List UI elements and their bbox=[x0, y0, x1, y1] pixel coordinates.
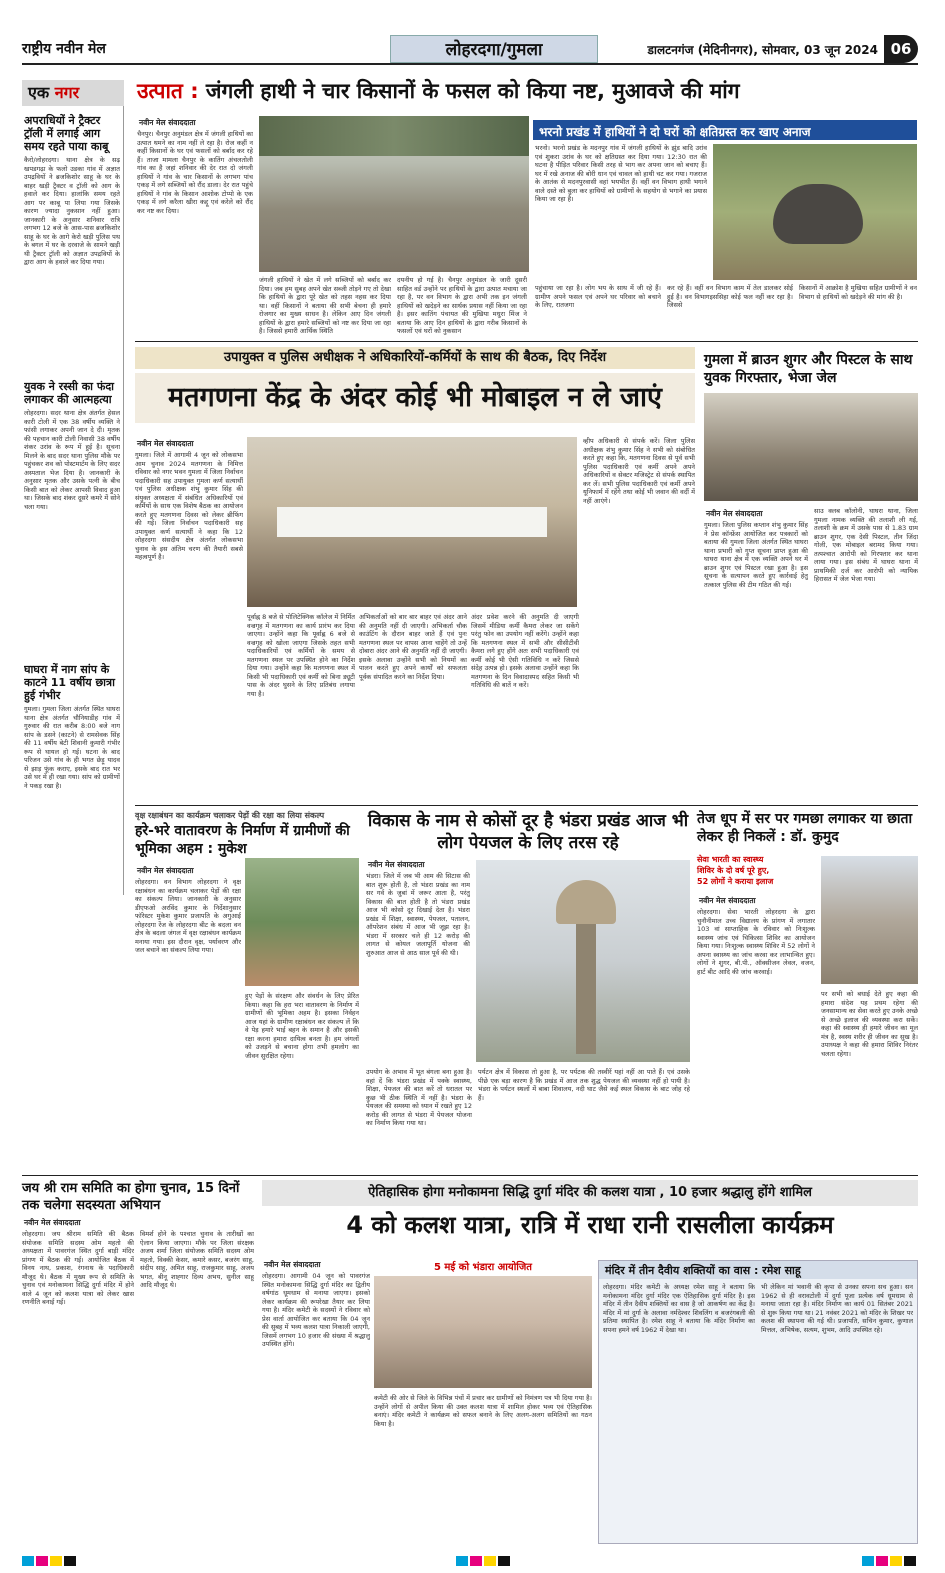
health-camp-photo bbox=[821, 856, 918, 984]
color-swatch bbox=[904, 1556, 916, 1566]
story-body: साउ क्लब कॉलोनी, घाघरा थाना, जिला गुमला नामक व्यक्ति की तलाशी ली गई, तलाशी के क्रम में उसके पास से 1.83 ग्राम ब्राउन शुगर, एक देसी पिस्टल, तीन जिंदा गोली, एक मोबाइल बरामद किया गया। तत्पश्चात आरोपी को गिरफ्तार कर थाना लाया गया। इस संबंध में घाघरा थाना में प्राथमिकी दर्ज कर आरोपी को न्यायिक हिरासत में जेल भेजा गया। bbox=[814, 507, 918, 583]
column-label-pre: एक bbox=[28, 83, 55, 102]
masthead bbox=[22, 35, 918, 65]
registration-bar bbox=[22, 1551, 918, 1561]
meeting-photo bbox=[247, 437, 577, 607]
story-body: चैनपुर। चैनपुर अनुमंडल क्षेत्र में जंगली हाथियों का उत्पात थमने का नाम नहीं ले रहा है। रोज कहीं न कहीं किसानों के घर एवं फसलों को बर्बाद कर रहे हैं। ताजा मामला चैनपुर के कातिंग अंचलतोली गांव का है जहां शनिवार की देर रात दो जंगली हाथियों ने गांव के चार किसानों के लगभग पांच एकड़ में लगे सब्जियों को रौंद डाला। देर रात पहुंचे हाथियों ने गांव के किसान आशोक टोप्पो के एक एकड़ में लगे करैला खीरा कद्दू एवं करेले को रौंद कर नष्ट कर दिया। bbox=[137, 130, 253, 215]
story-counting bbox=[135, 347, 695, 802]
byline: नवीन मेल संवाददाता bbox=[699, 896, 756, 905]
arrest-photo bbox=[704, 393, 918, 501]
story-health bbox=[697, 810, 918, 1170]
story-samiti bbox=[22, 1180, 254, 1545]
kicker-line: सेवा भारती का स्वास्थ्य bbox=[697, 855, 764, 864]
story-headline: मतगणना केंद्र के अंदर कोई भी मोबाइल न ले जाएं bbox=[135, 373, 695, 423]
color-swatches bbox=[456, 1551, 512, 1570]
color-swatches bbox=[22, 1551, 78, 1570]
story-headline: हरे-भरे वातावरण के निर्माण में ग्रामीणों की भूमिका अहम : मुकेश bbox=[135, 823, 350, 857]
brief-headline: अपराधियों ने ट्रैक्टर ट्रॉली में लगाई आग समय रहते पाया काबू bbox=[24, 114, 109, 153]
column-label bbox=[22, 80, 124, 106]
brief-body: लोहरदगा। सदर थाना क्षेत्र अंतर्गत हेसल कारी टोली में एक 38 वर्षीय व्यक्ति ने फांसी लगाकर अपनी जान दे दी। मृतक की पहचान कारी टोली निवासी 38 वर्षीय शंकर उरांव के रूप में हुई है। सूचना मिलने के बाद सदर थाना पुलिस मौके पर पहुंचकर शव को पोस्टमार्टम के लिए सदर अस्पताल भेज दिया है। जानकारी के अनुसार मृतक और उसके पत्नी के बीच किसी बात को लेकर आपसी विवाद हुआ था। जिसके बाद शंकर दूसरे कमरे में सोने चला गया। bbox=[24, 409, 120, 511]
byline: नवीन मेल संवाददाता bbox=[137, 439, 194, 448]
byline: नवीन मेल संवाददाता bbox=[24, 1218, 81, 1227]
ek-nagar-column bbox=[22, 80, 124, 895]
story-body: भरनो। भरनो प्रखंड के मदनपुर गांव में जंगली हाथियों के झुंड बादि उरांव एवं शुकरा उरांव के घर को क्षतिग्रस्त कर दिया गया। 12:30 रात की घटना है पीड़ित परिवार किसी तरह से भाग कर अपना जान को बचाए हैं। घर में रखे अनाज की बोरी धान एवं चावल को हाथी चट कर गया। गजराज के आतंक से मदनपुरवासी वहां भयभीत हैं। वहीं वन विभाग हाथी भगाने वाले दस्ते को बुला कर हाथियों को ग्रामीणों के सहयोग से भगाने का प्रयास किया जा रहा है। bbox=[535, 144, 707, 203]
press-meet-photo bbox=[374, 1260, 592, 1388]
story-body: जंगली हाथियों ने खेत में लगे सब्जियों को बर्बाद कर दिया। जब हम सुबह अपने खेत सब्जी तोड़ने गए तो देखा कि हाथियों के द्वारा पूरे खेत को तहस नहस कर दिया था। वहीं किसानों ने बताया की सभी बेचना ही हमारे रोजगार का मुख्य साधन है। लेकिन आए दिन जंगली हाथियों के द्वारा हमारे सब्जियों को नष्ट कर दिया जा रहा है। जिससे हमारी आर्थिक स्थिति bbox=[259, 276, 391, 335]
story-headline bbox=[137, 80, 917, 103]
story-body: भंडरा। जिले में जब भी आम की सिटास की बात शुरू होती है, तो भंडरा प्रखंड का नाम सर गर्व के जुबां में जरूर आता है, परंतु विकास की बात होती है तो भंडरा प्रखंड आज भी कोसो दूर दिखाई देता है। भंडरा प्रखंड में शिक्षा, स्वास्थ्य, पेयजल, पतालन, ऑपरेशन संबंध में आज भी जूझ रहा है। भंडरा में सरकार चले ही 12 करोड़ की लागत से कोयल जलापूर्ति योजना की शुरुआत आज से आठ साल पूर्व की थी। bbox=[366, 872, 470, 957]
story-headline: तेज धूप में सर पर गमछा लगाकर या छाता लेकर ही निकलें : डॉ. कुमुद bbox=[697, 811, 913, 845]
kicker-line: शिविर के दो वर्ष पूरे हुए, bbox=[697, 866, 770, 875]
photo-caption: 5 मई को भंडारा आयोजित bbox=[374, 1260, 592, 1276]
story-body: पूर्वाह्न 8 बजे से पोलिटेक्निक कॉलेज में निर्मित वज्रगृह में मतगणना का कार्य प्रारंभ कर दिया जाएगा। उन्होंने कहा कि पूर्वाह्न 6 बजे से वज्रगृह को खोला जाएगा जिसके तहत सभी पदाधिकारियों एवं कर्मियों के समय से मतगणना स्थल पर उपस्थित होने का निर्देश दिया गया। उन्होंने कहा कि मतगणना स्थल में किसी भी पदाधिकारी एवं कर्मी को बिना ड्यूटी पास के अंदर घुसने के लिए प्रतिबंध लगाया गया है। bbox=[247, 613, 355, 698]
story-headline: विकास के नाम से कोसों दूर है भंडरा प्रखंड आज भी लोग पेयजल के लिए तरस रहे bbox=[367, 811, 689, 853]
color-swatch bbox=[64, 1556, 76, 1566]
page-number: 06 bbox=[884, 35, 918, 63]
sidebar-headline: मंदिर में तीन दैवीय शक्तियों का वास : रमेश साहू bbox=[599, 1261, 917, 1279]
story-body: भी लेकिन मां भवानी की कृपा से उनका सपना सच हुआ। सन 1962 से ही वरावटोली में दुर्गा पूजा प्रत्येक वर्ष धूमधाम से मनाया जाता रहा है। मंदिर निर्माण का कार्य 01 सितंबर 2021 से शुरू किया गया था। 21 नवंबर 2021 को मंदिर के शिखर पर कलश की स्थापना की गई थी। प्रजापति, सचिन कुमार, कुणाल मित्तल, अभिषेक, सत्यम, शुभम, आदि उपस्थित रहे। bbox=[761, 1283, 913, 1334]
story-kicker: उपायुक्त व पुलिस अधीक्षक ने अधिकारियों-कर्मियों के साथ की बैठक, दिए निर्देश bbox=[135, 347, 695, 369]
newspaper-brand: राष्ट्रीय नवीन मेल bbox=[22, 41, 106, 57]
color-swatch bbox=[36, 1556, 48, 1566]
headline-text: जंगली हाथी ने चार किसानों के फसल को किया नष्ट, मुआवजे की मांग bbox=[205, 79, 740, 103]
color-swatch bbox=[498, 1556, 510, 1566]
story-bhandra bbox=[366, 810, 690, 1170]
story-elephant bbox=[135, 80, 918, 338]
story-headline: 4 को कलश यात्रा, रात्रि में राधा रानी रासलीला कार्यक्रम bbox=[346, 1211, 834, 1239]
color-swatch bbox=[876, 1556, 888, 1566]
story-body: पर सभी को बधाई देते हुए कहा की हमारा संदेश यह प्रथम रहेगा की जनसामान्य का सेवा करते हुए उनके अच्छे से अच्छे इलाज की व्यवस्था करा सकें। कहा की स्वास्थ्य ही हमारे जीवन का मूल मंत्र है, स्वस्थ शरीर ही जीवन का सुख है। उपाध्यक्ष ने कहा की हमारा शिविर निरंतर चलता रहेगा। bbox=[821, 990, 918, 1058]
story-kicker: वृक्ष रक्षाबंधन का कार्यक्रम चलाकर पेड़ों की रक्षा का लिया संकल्प bbox=[135, 811, 325, 820]
color-swatch bbox=[50, 1556, 62, 1566]
section-title: लोहरदगा/गुमला bbox=[390, 35, 598, 63]
brief-headline: घाघरा में नाग सांप के काटने 11 वर्षीय छात्रा हुई गंभीर bbox=[24, 663, 115, 702]
story-body: लोहरदगा। सेवा भारती लोहरदगा के द्वारा चुनौनीमाल उच्च विद्यालय के प्रांगण में लगातार 103 वां साप्ताहिक के रविवार को निःशुल्क स्वास्थ्य जांच एवं चिकित्सा शिविर का आयोजन किया गया। निःशुल्क स्वास्थ्य शिविर में 52 लोगों ने अपना स्वास्थ्य का जांच करवा कर लाभान्वित हुए। लोगों ने शुगर, बी.पी., ऑक्सीजन लेवल, वजन, हार्ट बीट आदि की जांच करवाई। bbox=[697, 908, 815, 976]
story-body: कर रहे हैं। वहीं वन विभाग काम में तेल डालकर सोई हुई है। वन विभागइससिहा कोई फल नहीं कर रहा है। जिससे bbox=[667, 284, 793, 309]
story-kalash bbox=[262, 1180, 918, 1545]
story-body: हुए पेड़ों के संरक्षण और संवर्धन के लिए प्रेरित किया। कहा कि हरा भरा वातावरण के निर्माण में ग्रामीणों की भूमिका अहम है। इसका निर्वहन आज यहां के ग्रामीण रक्षाबंधन कर संकल्प लें कि वे पेड़ हमारे भाई बहन के समान है और इसकी रक्षा करना हमारा दायित्व बनता है। हम जंगलों को उजड़ने से बचाना होगा तभी हमलोग का जीवन सुरक्षित रहेगा। bbox=[245, 992, 359, 1060]
color-swatch bbox=[470, 1556, 482, 1566]
color-swatches bbox=[862, 1551, 918, 1570]
sidebar-box bbox=[598, 1260, 918, 1544]
field-photo bbox=[259, 116, 529, 272]
story-kicker bbox=[697, 854, 817, 887]
story-body: दयनीय हो गई है। चैनपुर अनुमंडल के जारी दूसरी साहित वर्ड उन्होंने पर हाथियों के द्वारा उत्पात मचाया जा रहा है, पर वन विभाग के द्वारा अभी तक इन जंगली हाथियों को खदेड़ने का सार्थक प्रयास नहीं किया जा रहा है। इसर कातिंग पंचायत की मुखिया मधुरा मिंज ने बताया कि आए दिन हाथियों के द्वारा गरीब किसानों के फसलों एवं घरों को नुकसान bbox=[397, 276, 527, 335]
story-headline: गुमला में ब्राउन शुगर और पिस्टल के साथ युवक गिरफ्तार, भेजा जेल bbox=[704, 352, 913, 386]
story-body: गुमला। जिला पुलिस कप्तान शंभु कुमार सिंह ने प्रेस कॉन्फ्रेंस आयोजित कर पत्रकारों को बताया की गुमला जिला अंतर्गत स्थित घाघरा थाना प्रभारी को गुप्त सूचना प्राप्त हुआ की घाघरा थाना क्षेत्र में एक व्यक्ति अपने घर में ब्राउन शुगर एवं पिस्टल रखा हुआ है। इस सूचना के सत्यापन करते हुए कार्रवाई हेतु तत्काल पुलिस की टीम गठित की गई। bbox=[704, 521, 808, 589]
color-swatch bbox=[890, 1556, 902, 1566]
column-label-highlight: नगर bbox=[54, 83, 80, 102]
brief-headline: युवक ने रस्सी का फंदा लगाकर की आत्महत्या bbox=[24, 380, 115, 406]
story-body: किसानों में आक्रोश है मुखिया सहित ग्रामीणों ने वन विभाग से हाथियों को खदेड़ने की मांग की है। bbox=[799, 284, 917, 301]
elephant-photo bbox=[713, 144, 917, 280]
kicker-line: 52 लोगों ने कराया इलाज bbox=[697, 877, 774, 886]
water-tank-photo bbox=[476, 860, 690, 1062]
byline: नवीन मेल संवाददाता bbox=[139, 118, 196, 127]
story-body: लोहरदगा। आगामी 04 जून को पावरगंज स्थित मनोकामना सिद्धि दुर्गा मंदिर का द्वितीय वर्षगांठ धूमधाम से मनाया जाएगा। इसको लेकर कार्यक्रम की रूपरेखा तैयार कर लिया गया है। मंदिर कमेटी के सदस्यों ने रविवार को प्रेस वार्ता आयोजित कर बताया कि 04 जून की सुबह में भव्य कलश यात्रा निकाली जाएगी, जिसमें लगभग 10 हजार की संख्या में श्रद्धालु उपस्थित होंगे। bbox=[262, 1272, 370, 1348]
story-body: कमेटी की ओर से जिले के विभिन्न पंचों में प्रचार कर ग्रामीणों को निमंत्रण पत्र भी दिया गया है। उन्होंने लोगों से अपील किया की उक्त कलश यात्रा में शामिल होकर भव्य एवं ऐतिहासिक बनाएं। मंदिर कमेटी ने कार्यक्रम को सफल बनाने के लिए अलग-अलग समितियों का गठन किया है। bbox=[374, 1394, 592, 1428]
story-kicker: ऐतिहासिक होगा मनोकामना सिद्धि दुर्गा मंदिर की कलश यात्रा , 10 हजार श्रद्धालु होंगे शामिल bbox=[262, 1180, 918, 1206]
color-swatch bbox=[484, 1556, 496, 1566]
tree-photo bbox=[245, 858, 359, 986]
byline: नवीन मेल संवाददाता bbox=[368, 860, 425, 869]
story-body: पहुंचाया जा रहा है। लोग भय के साथ में जी रहे हैं। ग्रामीण अपने फसल एवं अपने घर परिवार को बचाने के लिए, रातजगा bbox=[535, 284, 661, 309]
brief-body: कैरो/लोहरदगा। थाना क्षेत्र के सढ़ खपडगढ़ा के फलो उडका गांव में अज्ञात उपद्रवियों ने ब्रजकिशोर साहू के घर के बाहर खड़ी ट्रैक्टर व ट्रॉली को आग के हवाले कर दिया। हालांकि समय रहते आग पर काबू पा लिया गया जिसके कारण ज्यादा नुकसान नहीं हुआ। जानकारी के अनुसार शनिवार रात्रि लगभग 12 बजे के आस-पास ब्रजकिशोर साहू के घर के आगे केरो खड़ी पुलिस पथ के बगल में घर के दरवाजे के सामने खड़ी थी ट्रैक्टर ट्रॉली को अज्ञात उपद्रवियों के द्वारा आग के हवाले कर दिया गया। bbox=[24, 156, 120, 266]
sidebar-headline: भरनो प्रखंड में हाथियों ने दो घरों को क्षतिग्रस्त कर खाए अनाज bbox=[533, 120, 917, 140]
story-body: अभिकर्ताओं को बार बार बाहर एवं अंदर आने की अनुमति नहीं दी जाएगी। अभिकर्ता चौक काउंटिंग के दौरान बाहर जाते हैं एवं पुनः मतगणना स्थल पर वापस आना चाहेंगे तो उन्हें दोबारा अंदर आने की अनुमति नहीं दी जाएगी। इसके अलावा उन्होंने सभी को नियमों का पालन करते हुए अपने कार्यों को सफलता पूर्वक संपादित करने का निर्देश दिया। bbox=[359, 613, 467, 681]
story-headline: जय श्री राम समिति का होगा चुनाव, 15 दिनों तक चलेगा सदस्यता अभियान bbox=[22, 1181, 240, 1213]
color-swatch bbox=[22, 1556, 34, 1566]
byline: नवीन मेल संवाददाता bbox=[264, 1260, 321, 1269]
story-body: लोहरदगा। वन विभाग लोहरदगा ने वृक्ष रक्षाबंधन का कार्यक्रम चलाकर पेड़ों की रक्षा का संकल्प लिया। जानकारी के अनुसार डीएफओ अरविंद कुमार के निर्देशानुसार फॉरेस्टर मुकेश कुमार प्रजापति के अगुआई लोहरदगा रेंज के लोहरदगा बीट के बदला वन क्षेत्र के बदला जंगल में वृक्ष रक्षाबंधन कार्यक्रम मनाया गया। इस दौरान वृक्ष, पर्यावरण और जल बचाने का संकल्प लिया गया। bbox=[135, 878, 241, 954]
story-body: लोहरदगा। जय श्रीराम समिति की बैठक संयोजक समिति सदस्य ओम महतो की अध्यक्षता में पावरगंज स्थित दुर्गा बाड़ी मंदिर प्रांगण में बैठक की गई। आयोजित बैठक में विनय नाथ, प्रकाश, रंगनाथ के पदाधिकारी मौजूद थे। बैठक में मुख्य रूप से समिति के चुनाव एवं मनोकामना सिद्धि दुर्गा मंदिर में होने वाले 4 जून को कलश यात्रा को लेकर खास रणनीति बनाई गई। bbox=[22, 1230, 134, 1306]
story-arrest bbox=[704, 347, 918, 802]
color-swatch bbox=[456, 1556, 468, 1566]
story-body: विमर्श होने के पश्चात चुनाव के तारीखों का ऐलान किया जाएगा। मौके पर जिला संरक्षक अजय शर्मा जिला संयोजक समिति सदस्य ओम महतो, विक्की केसर, कमारे कसर, बजरंग साहू, संदीप साहू, अमित साहू, राजकुमार साहू, अजय भगत, बीनू शाह्गार दिव्य अभय, सुनील साहू आदि मौजूद थे। bbox=[140, 1230, 254, 1289]
dateline: डालटनगंज (मेदिनीनगर), सोमवार, 03 जून 2024 bbox=[647, 43, 878, 57]
byline: नवीन मेल संवाददाता bbox=[137, 866, 194, 875]
story-body: अंदर प्रवेश करने की अनुमति दी जाएगी जिसमें मीडिया कर्मी कैमरा लेकर जा सकेंगे परंतु फोन का उपयोग नहीं करेंगे। उन्होंने कहा कि मतगणना स्थल में सभी और सीसीटीवी कैमरा लगे हुए होंगे अतः सभी पदाधिकारी एवं कर्मी कोई भी ऐसी गतिविधि न करें जिससे संदेह उत्पन्न हो। इसके अलावा उन्होंने कहा कि मतगणना के दिन विवादास्पद सहित किसी भी गतिविधि की बातें न करें। bbox=[471, 613, 579, 689]
byline: नवीन मेल संवाददाता bbox=[706, 509, 763, 518]
story-body: उपयोग के अभाव में भूत बंगला बना हुआ है। वहां दें कि भंडरा प्रखंड में पक्के स्वास्थ्य, शिक्षा, पेयजल की बात करें तो धरातल पर कुछ भी ठीक स्थिति में नहीं है। भंडरा के पेयजल की समस्या को ध्यान में रखते हुए 12 करोड़ की लागत से भंडरा में पेयजल योजना का निर्माण किया गया था। bbox=[366, 1068, 472, 1127]
story-body: पर्यटन क्षेत्र में विकास तो हुआ है, पर पर्यटक की तस्वीरें यहां नहीं आ पाते हैं। एवं उसके पीछे एक बड़ा कारण है कि प्रखंड में आज तक शुद्ध पेयजल की व्यवस्था नहीं हो पायी है। भंडरा के पर्यटन स्थलों में बाबा शिवालय, नदी घाट जैसे कई स्थल विकास के बाट जोह रहे हैं। bbox=[478, 1068, 690, 1102]
color-swatch bbox=[862, 1556, 874, 1566]
story-body: व्हीप अधिकारी से संपर्क करें। जिला पुलिस अधीक्षक शंभु कुमार सिंह ने सभी को संबोधित करते हुए कहा कि, मतगणना दिवस से पूर्व सभी पुलिस पदाधिकारी एवं कर्मी अपने अपने अधिकारियों व सेक्टर मजिस्ट्रेट से संपर्क स्थापित कर लें। सभी पुलिस पदाधिकारी एवं कर्मी अपने यूनिफार्म में रहेंगे तथा कोई भी जवान की वर्दी में नहीं आएंगे। bbox=[583, 437, 695, 505]
headline-kicker: उत्पात : bbox=[137, 79, 199, 103]
story-trees bbox=[135, 810, 359, 1170]
story-body: लोहरदगा। मंदिर कमेटी के अध्यक्ष रमेश साहू ने बताया कि मनोकामना मंदिर दुर्गा मंदिर एक ऐतिहासिक दुर्गा मंदिर है। इस मंदिर में तीन दैवीय शक्तियों का वास है जो आकर्षण का केंद्र है। मंदिर में मां दुर्गा के अलावा नर्मदेश्वर शिवलिंग व बजरंगबली की प्रतिमा स्थापित है। रमेश साहू ने बताया कि मंदिर निर्माण का सपना हमने वर्ष 1962 में देखा था। bbox=[603, 1283, 755, 1334]
brief-body: गुमला। गुमला जिला अंतर्गत स्थित घाघरा थाना क्षेत्र अंतर्गत चौनियाडीह गांव में गुरुवार की रात करीब 8:00 बजे नाग सांप के डसने (काटने) से रामसेवक सिंह की 11 वर्षीय बेटी शिवानी कुमारी गंभीर रूप से घायल हो गई। घटना के बाद परिजन उसे गांव के ही भगत छेड़ू यादव से झाड़ फूंक कराए, इसके बाद रात भर उसे घर में ही रखा गया। सांप को ग्रामीणों ने पकड़ रखा है। bbox=[24, 705, 120, 790]
story-body: गुमला। जिले में आगामी 4 जून को लोकसभा आम चुनाव 2024 मतगणना के निमित्त रविवार को नगर भवन गुमला में जिला निर्वाचन पदाधिकारी सह उपायुक्त गुमला कर्ण सत्यार्थी एवं पुलिस अधीक्षक शंभु कुमार सिंह की संयुक्त अध्यक्षता में संबंधित अधिकारियों एवं कर्मियों के साथ एक विशेष बैठक का आयोजन करते हुए मतगणना दिवस को लेकर ब्रीफिंग की गई। जिला निर्वाचन पदाधिकारी सह उपायुक्त कर्ण सत्यार्थी ने कहा कि 12 लोहरदगा संसदीय क्षेत्र अंतर्गत लोकसभा चुनाव के इस अंतिम चरण की तैयारी सबसे महत्वपूर्ण है। bbox=[135, 451, 243, 561]
